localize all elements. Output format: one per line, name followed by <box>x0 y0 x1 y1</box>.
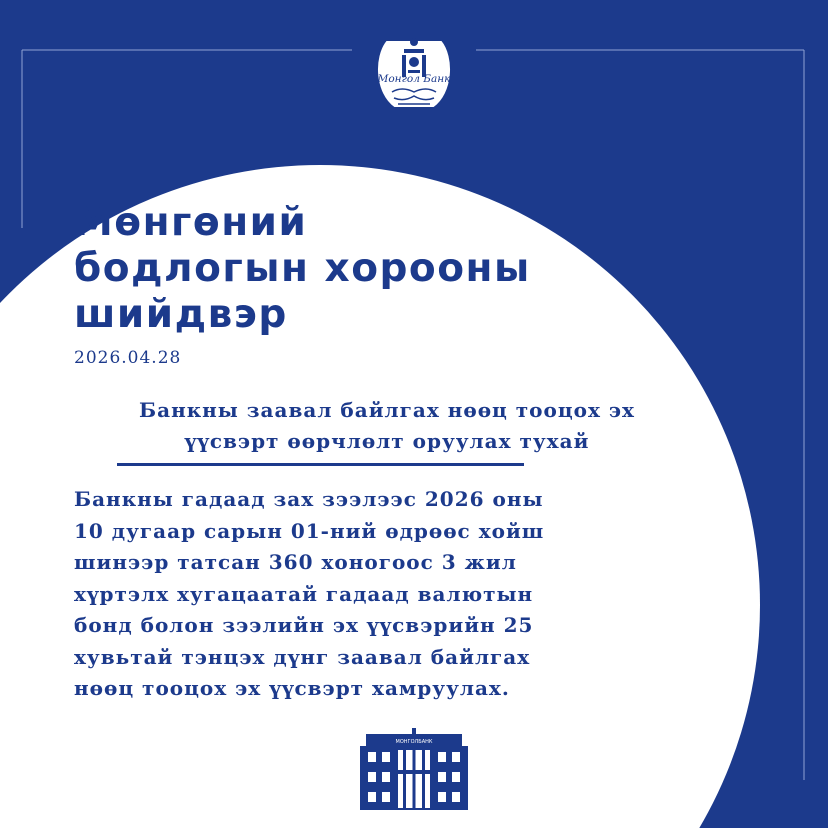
body-line: хувьтай тэнцэх дүнг заавал байлгах <box>74 644 531 669</box>
body-line: бонд болон зээлийн эх үүсвэрийн 25 <box>74 613 534 637</box>
subtitle-line: үүсвэрт өөрчлөлт оруулах тухай <box>184 429 590 453</box>
title-line: Мөнгөний <box>74 200 308 245</box>
mongolbank-logo <box>364 22 464 122</box>
body-paragraph <box>74 484 544 705</box>
body-line: 10 дугаар сарын 01-ний өдрөөс хойш <box>74 518 545 543</box>
subtitle <box>60 395 714 457</box>
body-line: шинээр татсан 360 хоногоос 3 жил <box>74 550 517 574</box>
subtitle-underline <box>117 463 524 466</box>
title-line: бодлогын хорооны <box>74 246 531 291</box>
body-line: Банкны гадаад зах зээлээс 2026 оны <box>74 487 544 511</box>
building-sign: МОНГОЛБАНК <box>395 739 433 745</box>
bank-building-icon <box>358 728 470 812</box>
body-line: хүртэлх хугацаатай гадаад валютын <box>74 581 534 606</box>
subtitle-line: Банкны заавал байлгах нөөц тооцох эх <box>139 398 635 422</box>
title-line: шийдвэр <box>74 292 288 337</box>
body-line: нөөц тооцох эх үүсвэрт хамруулах. <box>74 676 510 700</box>
date-label: 2026.04.28 <box>74 348 182 368</box>
building-flag <box>412 728 416 734</box>
page-title <box>74 200 531 338</box>
logo-text: Монгол Банк <box>377 73 451 85</box>
